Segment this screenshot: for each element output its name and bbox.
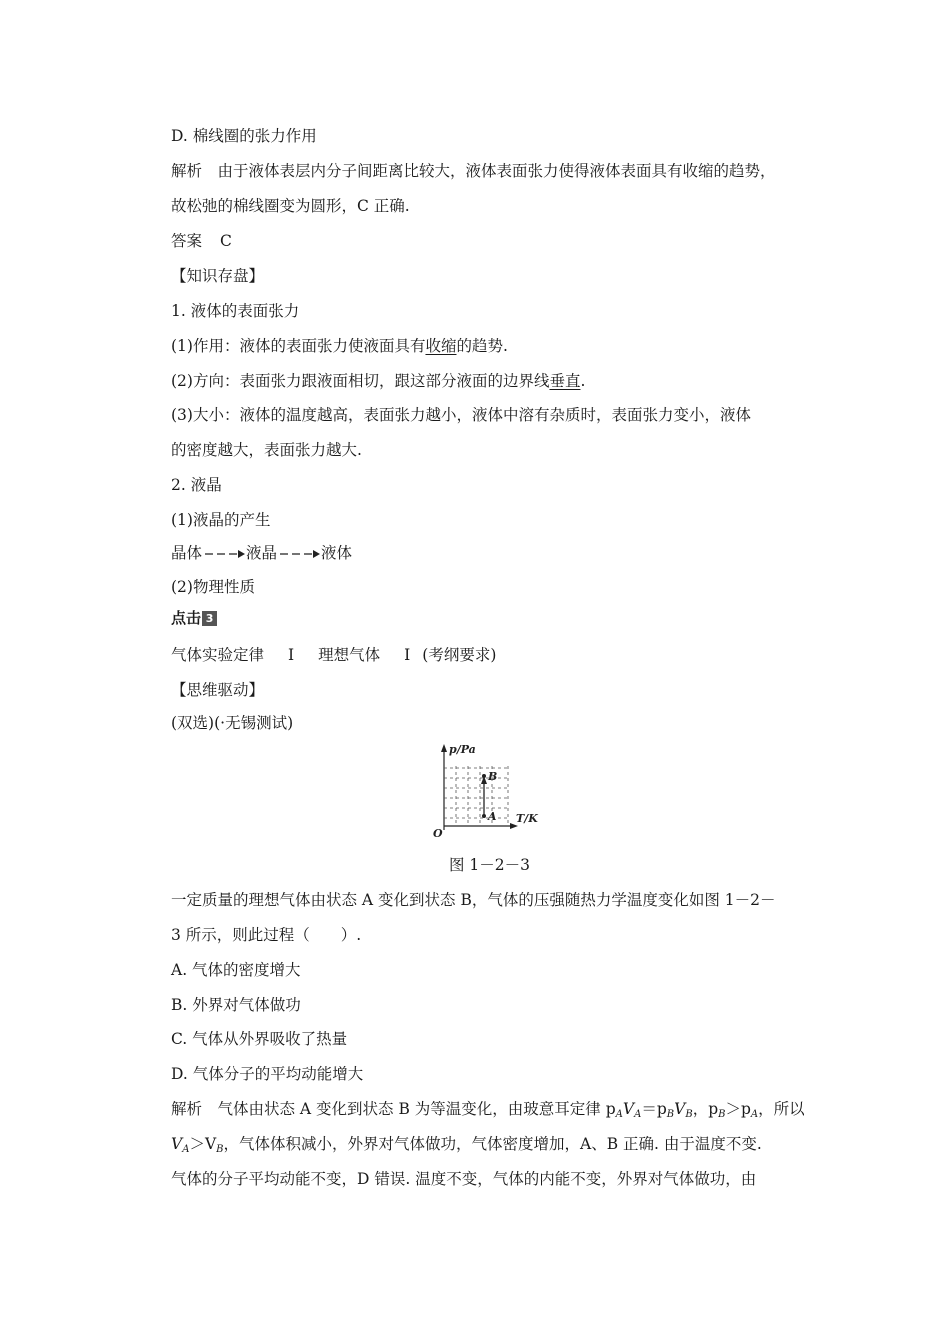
level-mark: I xyxy=(404,646,411,664)
item-2-1-line: (1)液晶的产生 xyxy=(171,511,271,529)
point-b-label: B xyxy=(488,770,498,783)
text-segment: ，所以 xyxy=(758,1100,805,1118)
underlined-keyword: 垂直 xyxy=(549,372,581,390)
point-b-marker xyxy=(482,774,486,778)
text-segment: ＝p xyxy=(641,1100,667,1118)
question-stem-line-2: 3 所示，则此过程（ ）. xyxy=(171,926,362,944)
text-segment: . xyxy=(580,372,586,390)
point-a-label: A xyxy=(488,810,497,823)
phase-liquid: 液体 xyxy=(321,544,353,562)
syllabus-line xyxy=(171,645,496,665)
option-d: D. 气体分子的平均动能增大 xyxy=(171,1065,364,1083)
point-a-marker xyxy=(482,814,486,818)
grid-lines xyxy=(444,766,508,826)
phase-sequence-line xyxy=(171,543,352,564)
point-3-heading xyxy=(171,608,217,628)
y-axis-label: p/Pa xyxy=(449,743,476,756)
figure-caption: 图 1－2－3 xyxy=(449,856,531,874)
pt-diagram-svg xyxy=(432,742,544,838)
section-thinking-heading: 【思维驱动】 xyxy=(171,681,265,699)
item-2-2-line: (2)物理性质 xyxy=(171,578,255,596)
symbol: V xyxy=(674,1100,686,1118)
subscript: B xyxy=(718,1109,726,1120)
text-segment: 解析 气体由状态 A 变化到状态 B 为等温变化，由玻意耳定律 p xyxy=(171,1100,616,1118)
text-segment: (1)作用：液体的表面张力使液面具有 xyxy=(171,337,426,355)
text-segment: 的趋势. xyxy=(456,337,508,355)
item-1-3-line-1: (3)大小：液体的温度越高，表面张力越小，液体中溶有杂质时，表面张力变小，液体 xyxy=(171,406,751,424)
underlined-keyword: 收缩 xyxy=(425,337,457,355)
subscript: B xyxy=(666,1109,675,1120)
item-2-heading: 2. 液晶 xyxy=(171,476,222,494)
analysis-line-1: 解析 由于液体表层内分子间距离比较大，液体表面张力使得液体表面具有收缩的趋势， xyxy=(171,162,776,180)
topic-ideal-gas: 理想气体 xyxy=(318,646,381,664)
option-b: B. 外界对气体做功 xyxy=(171,996,301,1014)
origin-label: O xyxy=(433,827,443,838)
answer-line xyxy=(171,231,232,251)
analysis-line-2: 故松弛的棉线圈变为圆形，C 正确. xyxy=(171,197,410,215)
level-mark: I xyxy=(288,646,295,664)
syllabus-note: (考纲要求) xyxy=(422,646,497,664)
item-1-2-line xyxy=(171,371,585,391)
text-segment: ，p xyxy=(692,1100,719,1118)
symbol: V xyxy=(622,1100,635,1118)
item-1-3-line-2: 的密度越大，表面张力越大. xyxy=(171,441,362,459)
solution-line-1 xyxy=(171,1099,805,1125)
text-segment: ，气体体积减小，外界对气体做功，气体密度增加，A、B 正确. 由于温度不变. xyxy=(223,1135,762,1153)
point-label: 点击 xyxy=(171,609,202,627)
section-knowledge-heading: 【知识存盘】 xyxy=(171,267,265,285)
item-1-1-line xyxy=(171,336,508,356)
option-d-cotton-loop: D. 棉线圈的张力作用 xyxy=(171,127,317,145)
item-1-heading: 1. 液体的表面张力 xyxy=(171,302,300,320)
text-segment: (2)方向：表面张力跟液面相切，跟这部分液面的边界线 xyxy=(171,372,550,390)
symbol: V xyxy=(171,1135,183,1153)
dashed-arrow-icon xyxy=(277,544,321,564)
subscript: A xyxy=(182,1144,190,1155)
answer-value: C xyxy=(220,232,232,250)
solution-line-3: 气体的分子平均动能不变，D 错误. 温度不变，气体的内能不变，外界对气体做功，由 xyxy=(171,1170,757,1188)
subscript: B xyxy=(685,1109,693,1120)
subscript: B xyxy=(216,1144,224,1155)
pt-diagram xyxy=(432,742,544,838)
option-c: C. 气体从外界吸收了热量 xyxy=(171,1030,348,1048)
text-segment: ＞V xyxy=(189,1135,217,1153)
x-axis-label: T/K xyxy=(516,812,538,825)
phase-crystal: 晶体 xyxy=(171,544,203,562)
point-number-badge: 3 xyxy=(202,611,217,626)
phase-liquid-crystal: 液晶 xyxy=(246,544,278,562)
question-stem-line-1: 一定质量的理想气体由状态 A 变化到状态 B，气体的压强随热力学温度变化如图 1－2－ xyxy=(171,891,776,909)
topic-gas-laws: 气体实验定律 xyxy=(171,646,265,664)
dashed-arrow-icon xyxy=(202,544,246,564)
question-source: (双选)(·无锡测试) xyxy=(171,714,294,732)
subscript: A xyxy=(634,1109,642,1120)
y-axis-arrow-icon xyxy=(441,744,447,752)
text-segment: ＞p xyxy=(725,1100,751,1118)
answer-label: 答案 xyxy=(171,232,203,250)
subscript: A xyxy=(615,1109,623,1120)
solution-line-2 xyxy=(171,1134,762,1160)
option-a: A. 气体的密度增大 xyxy=(171,961,301,979)
subscript: A xyxy=(750,1109,759,1120)
